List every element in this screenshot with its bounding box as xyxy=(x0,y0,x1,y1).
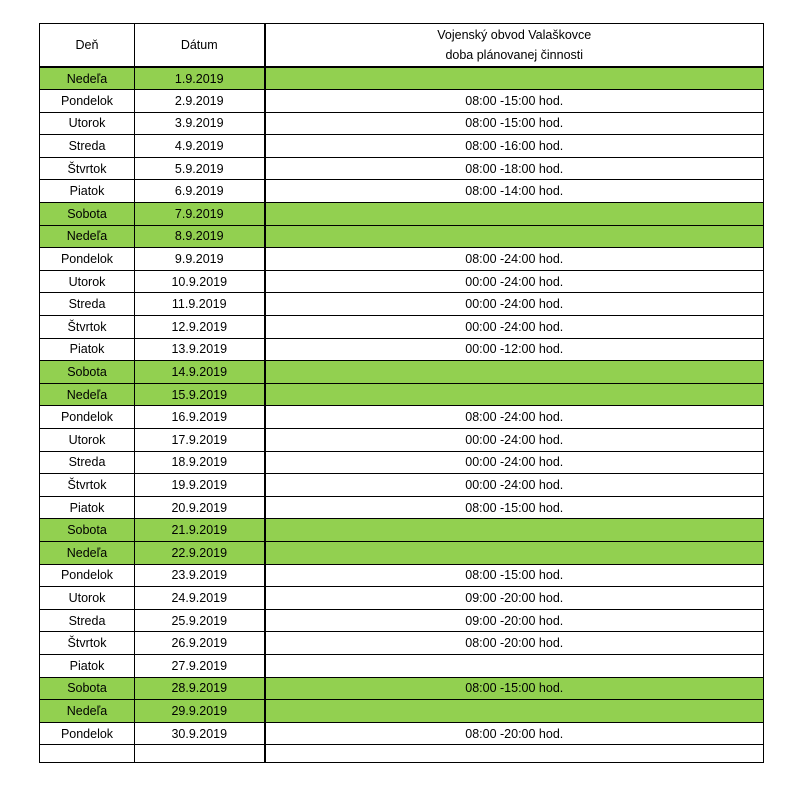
time-cell: 08:00 -16:00 hod. xyxy=(265,135,764,158)
day-cell: Utorok xyxy=(40,270,135,293)
table-row xyxy=(40,519,764,542)
table-row xyxy=(40,338,764,361)
time-cell xyxy=(265,225,764,248)
date-cell: 12.9.2019 xyxy=(135,316,265,339)
table-row xyxy=(40,609,764,632)
day-cell: Nedeľa xyxy=(40,700,135,723)
table-row xyxy=(40,248,764,271)
table-row xyxy=(40,587,764,610)
table-row xyxy=(40,654,764,677)
table-row xyxy=(40,383,764,406)
day-cell: Nedeľa xyxy=(40,541,135,564)
day-cell: Nedeľa xyxy=(40,67,135,90)
day-cell: Utorok xyxy=(40,587,135,610)
day-cell: Štvrtok xyxy=(40,632,135,655)
time-cell xyxy=(265,361,764,384)
time-cell: 08:00 -24:00 hod. xyxy=(265,406,764,429)
time-cell xyxy=(265,383,764,406)
table-row xyxy=(40,90,764,113)
date-cell: 2.9.2019 xyxy=(135,90,265,113)
table-row xyxy=(40,316,764,339)
time-cell: 00:00 -24:00 hod. xyxy=(265,474,764,497)
table-row xyxy=(40,722,764,745)
table-row xyxy=(40,203,764,226)
day-cell: Pondelok xyxy=(40,406,135,429)
date-cell: 28.9.2019 xyxy=(135,677,265,700)
date-cell: 30.9.2019 xyxy=(135,722,265,745)
time-cell: 09:00 -20:00 hod. xyxy=(265,609,764,632)
table-row xyxy=(40,677,764,700)
date-cell: 8.9.2019 xyxy=(135,225,265,248)
table-row xyxy=(40,157,764,180)
table-row xyxy=(40,112,764,135)
schedule-table xyxy=(39,23,764,763)
table-row xyxy=(40,67,764,90)
date-cell: 16.9.2019 xyxy=(135,406,265,429)
table-row xyxy=(40,406,764,429)
time-cell: 08:00 -15:00 hod. xyxy=(265,112,764,135)
date-cell: 5.9.2019 xyxy=(135,157,265,180)
table-row xyxy=(40,474,764,497)
day-cell: Piatok xyxy=(40,338,135,361)
time-cell xyxy=(265,654,764,677)
day-cell: Sobota xyxy=(40,677,135,700)
time-cell: 08:00 -15:00 hod. xyxy=(265,677,764,700)
table-row xyxy=(40,225,764,248)
date-cell: 13.9.2019 xyxy=(135,338,265,361)
time-cell xyxy=(265,67,764,90)
table-row xyxy=(40,429,764,452)
date-cell: 6.9.2019 xyxy=(135,180,265,203)
day-cell: Utorok xyxy=(40,112,135,135)
table-row xyxy=(40,700,764,723)
day-cell: Streda xyxy=(40,135,135,158)
time-cell xyxy=(265,745,764,763)
table-row xyxy=(40,361,764,384)
date-cell xyxy=(135,745,265,763)
table-row xyxy=(40,564,764,587)
time-cell: 08:00 -18:00 hod. xyxy=(265,157,764,180)
day-cell: Pondelok xyxy=(40,90,135,113)
day-cell: Piatok xyxy=(40,654,135,677)
time-cell: 00:00 -24:00 hod. xyxy=(265,293,764,316)
time-cell: 08:00 -15:00 hod. xyxy=(265,496,764,519)
header-activity-line1: Vojenský obvod Valaškovce xyxy=(437,28,592,42)
table-row xyxy=(40,135,764,158)
table-body xyxy=(40,67,764,763)
day-cell: Streda xyxy=(40,293,135,316)
time-cell xyxy=(265,519,764,542)
day-cell: Streda xyxy=(40,451,135,474)
day-cell: Nedeľa xyxy=(40,383,135,406)
table-row xyxy=(40,496,764,519)
date-cell: 21.9.2019 xyxy=(135,519,265,542)
date-cell: 26.9.2019 xyxy=(135,632,265,655)
date-cell: 27.9.2019 xyxy=(135,654,265,677)
table-row xyxy=(40,293,764,316)
date-cell: 23.9.2019 xyxy=(135,564,265,587)
date-cell: 7.9.2019 xyxy=(135,203,265,226)
time-cell: 00:00 -24:00 hod. xyxy=(265,451,764,474)
date-cell: 14.9.2019 xyxy=(135,361,265,384)
date-cell: 15.9.2019 xyxy=(135,383,265,406)
header-activity xyxy=(265,24,764,68)
time-cell: 00:00 -24:00 hod. xyxy=(265,316,764,339)
table-row-empty xyxy=(40,745,764,763)
time-cell: 00:00 -24:00 hod. xyxy=(265,429,764,452)
day-cell: Nedeľa xyxy=(40,225,135,248)
date-cell: 17.9.2019 xyxy=(135,429,265,452)
day-cell: Štvrtok xyxy=(40,157,135,180)
day-cell: Utorok xyxy=(40,429,135,452)
day-cell: Piatok xyxy=(40,180,135,203)
day-cell: Štvrtok xyxy=(40,316,135,339)
date-cell: 20.9.2019 xyxy=(135,496,265,519)
table-row xyxy=(40,632,764,655)
day-cell: Pondelok xyxy=(40,564,135,587)
date-cell: 19.9.2019 xyxy=(135,474,265,497)
date-cell: 18.9.2019 xyxy=(135,451,265,474)
time-cell: 08:00 -14:00 hod. xyxy=(265,180,764,203)
day-cell: Sobota xyxy=(40,361,135,384)
time-cell: 08:00 -15:00 hod. xyxy=(265,90,764,113)
date-cell: 29.9.2019 xyxy=(135,700,265,723)
time-cell xyxy=(265,700,764,723)
day-cell: Štvrtok xyxy=(40,474,135,497)
time-cell: 08:00 -20:00 hod. xyxy=(265,722,764,745)
day-cell: Pondelok xyxy=(40,722,135,745)
time-cell: 00:00 -12:00 hod. xyxy=(265,338,764,361)
table-row xyxy=(40,541,764,564)
date-cell: 9.9.2019 xyxy=(135,248,265,271)
header-date: Dátum xyxy=(135,24,265,68)
day-cell xyxy=(40,745,135,763)
time-cell xyxy=(265,541,764,564)
time-cell: 08:00 -15:00 hod. xyxy=(265,564,764,587)
date-cell: 1.9.2019 xyxy=(135,67,265,90)
date-cell: 25.9.2019 xyxy=(135,609,265,632)
day-cell: Sobota xyxy=(40,519,135,542)
day-cell: Piatok xyxy=(40,496,135,519)
time-cell: 09:00 -20:00 hod. xyxy=(265,587,764,610)
header-activity-line2: doba plánovanej činnosti xyxy=(445,48,584,62)
header-day: Deň xyxy=(40,24,135,68)
date-cell: 11.9.2019 xyxy=(135,293,265,316)
table-header xyxy=(40,24,764,68)
table-row xyxy=(40,451,764,474)
date-cell: 3.9.2019 xyxy=(135,112,265,135)
time-cell: 00:00 -24:00 hod. xyxy=(265,270,764,293)
time-cell: 08:00 -24:00 hod. xyxy=(265,248,764,271)
table-row xyxy=(40,270,764,293)
date-cell: 4.9.2019 xyxy=(135,135,265,158)
date-cell: 24.9.2019 xyxy=(135,587,265,610)
header-row xyxy=(40,24,764,68)
date-cell: 10.9.2019 xyxy=(135,270,265,293)
time-cell: 08:00 -20:00 hod. xyxy=(265,632,764,655)
day-cell: Pondelok xyxy=(40,248,135,271)
day-cell: Streda xyxy=(40,609,135,632)
table-row xyxy=(40,180,764,203)
time-cell xyxy=(265,203,764,226)
day-cell: Sobota xyxy=(40,203,135,226)
date-cell: 22.9.2019 xyxy=(135,541,265,564)
